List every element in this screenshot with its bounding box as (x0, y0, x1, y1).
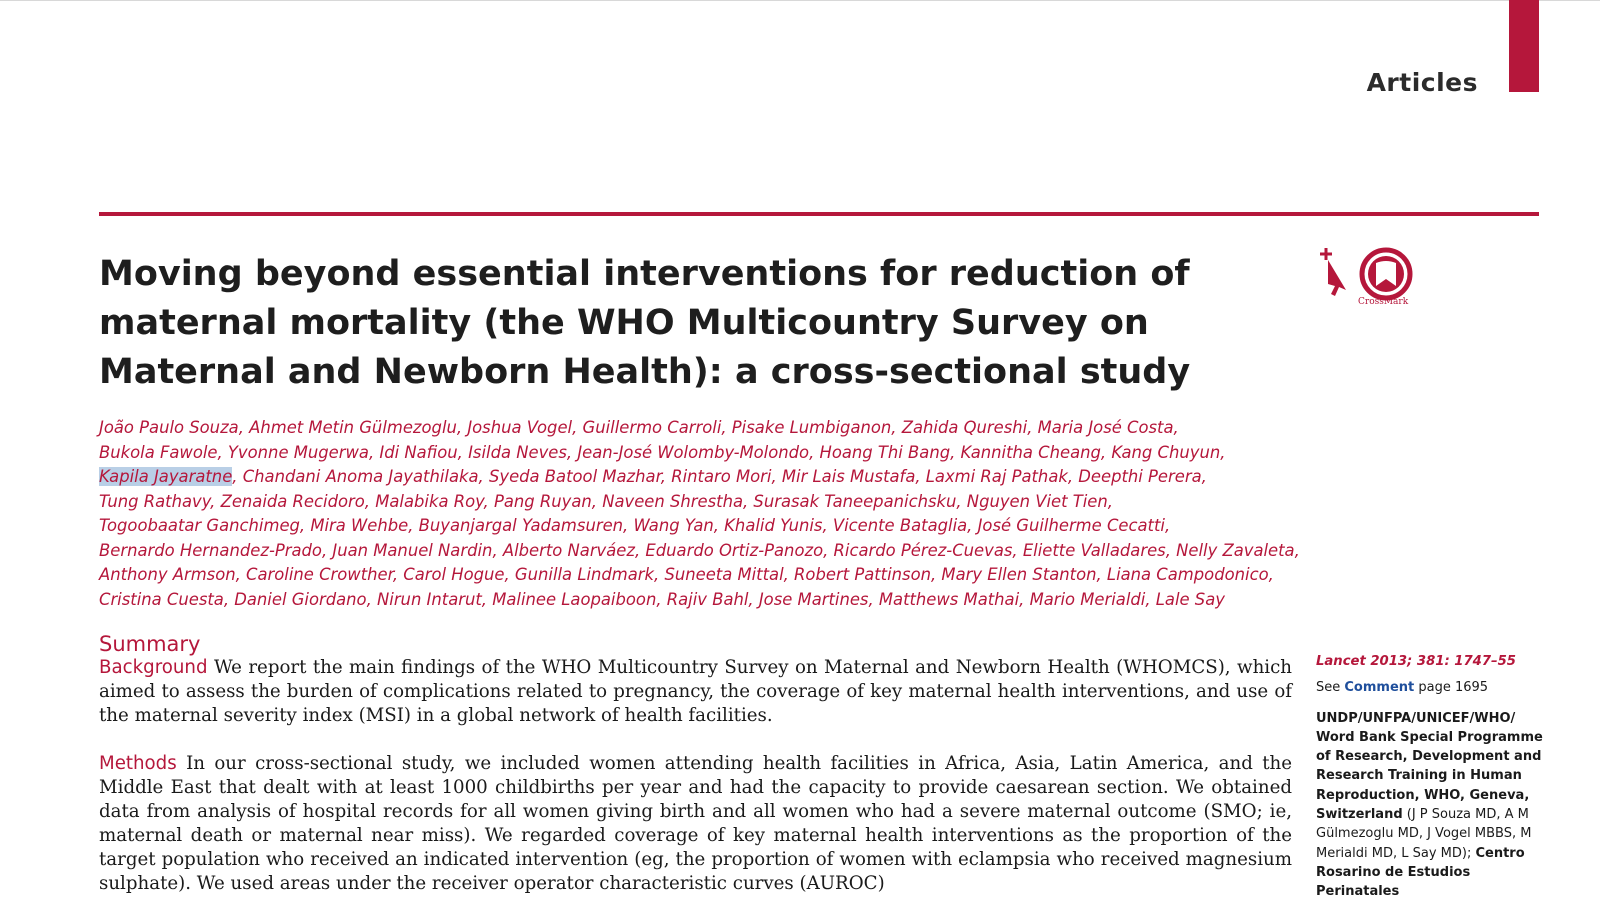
section-tab-marker (1509, 0, 1539, 92)
author-line: Togoobaatar Ganchimeg, Mira Wehbe, Buyanjargal Yadamsuren, Wang Yan, Khalid Yunis, Vicente Bataglia, José Guilherme Cecatti, (99, 516, 1171, 535)
author-line: Tung Rathavy, Zenaida Recidoro, Malabika Roy, Pang Ruyan, Naveen Shrestha, Surasak Taneepanichsku, Nguyen Viet Tien, (99, 491, 1113, 511)
top-border (0, 0, 1600, 1)
background-label: Background (99, 657, 208, 678)
title-line: Moving beyond essential interventions for reduction of (99, 254, 1190, 294)
affiliation-institution: Centro Rosarino de Estudios Perinatales (1316, 845, 1525, 900)
title-line: Maternal and Newborn Health): a cross-sectional study (99, 352, 1191, 392)
author-line-rest: , Chandani Anoma Jayathilaka, Syeda Batool Mazhar, Rintaro Mori, Mir Lais Mustafa, Laxmi Raj Pathak, Deepthi Perera, (232, 467, 1207, 486)
see-also (1316, 678, 1546, 697)
crossmark-label: CrossMark (1358, 297, 1409, 307)
author-line: Anthony Armson, Caroline Crowther, Carol Hogue, Gunilla Lindmark, Suneeta Mittal, Robert Pattinson, Mary Ellen Stanton, Liana Campodonico, (99, 565, 1274, 584)
see-prefix: See (1316, 680, 1345, 696)
background-paragraph (99, 656, 1292, 728)
title-line: maternal mortality (the WHO Multicountry Survey on (99, 303, 1149, 343)
author-line (99, 465, 1299, 490)
header-divider (99, 212, 1539, 216)
author-line: João Paulo Souza, Ahmet Metin Gülmezoglu, Joshua Vogel, Guillermo Carroli, Pisake Lumbiganon, Zahida Qureshi, Maria José Costa, (99, 418, 1179, 437)
background-text: We report the main findings of the WHO Multicountry Survey on Maternal and Newborn Health (WHOMCS), which aimed to assess the burden of complications related to pregnancy, the coverage of key maternal health interventions, and use of the maternal severity index (MSI) in a global network of health facilities. (99, 657, 1292, 726)
author-line: Bukola Fawole, Yvonne Mugerwa, Idi Nafiou, Isilda Neves, Jean-José Wolomby-Molondo, Hoang Thi Bang, Kannitha Cheang, Kang Chuyun, (99, 442, 1226, 462)
article-sidebar (1316, 652, 1546, 902)
comment-link[interactable]: Comment (1344, 680, 1415, 696)
author-line: Cristina Cuesta, Daniel Giordano, Nirun Intarut, Malinee Laopaiboon, Rajiv Bahl, Jose Martines, Matthews Mathai, Mario Merialdi, Lale Say (99, 589, 1225, 609)
section-label: Articles (1366, 68, 1478, 97)
citation: Lancet 2013; 381: 1747–55 (1316, 654, 1516, 669)
methods-text: In our cross-sectional study, we included women attending health facilities in Africa, Asia, Latin America, and the Middle East that dealt with at least 1000 childbirths per year and had the capacity to provide caesarean section. We obtained data from analysis of hospital records for all women giving birth and all women who had a severe maternal outcome (SMO; ie, maternal death or maternal near miss). We regarded coverage of key maternal health interventions as the proportion of the target population who received an indicated intervention (eg, the proportion of women with eclampsia who received magnesium sulphate). We used areas under the receiver operator characteristic curves (AUROC) (99, 753, 1292, 894)
author-line: Bernardo Hernandez-Prado, Juan Manuel Nardin, Alberto Narváez, Eduardo Ortiz-Panozo, Ricardo Pérez-Cuevas, Eliette Valladares, Nelly Zavaleta, (99, 540, 1300, 560)
see-suffix: page 1695 (1414, 680, 1489, 696)
author-list (99, 416, 1299, 612)
summary-heading: Summary (99, 632, 201, 656)
methods-label: Methods (99, 753, 177, 774)
article-title (99, 250, 1299, 397)
affiliation-institution: UNDP/UNFPA/UNICEF/WHO/ Word Bank Special Programme of Research, Development and Research Training in Human Reproduction, WHO, Geneva, Switzerland (1316, 710, 1543, 823)
selected-author-name[interactable]: Kapila Jayaratne (99, 467, 233, 486)
affiliations (1316, 709, 1546, 902)
affiliation-authors: (J P Souza MD, A M Gülmezoglu MD, J Vogel MBBS, M Merialdi MD, L Say MD); (1316, 807, 1532, 861)
methods-paragraph (99, 752, 1292, 896)
